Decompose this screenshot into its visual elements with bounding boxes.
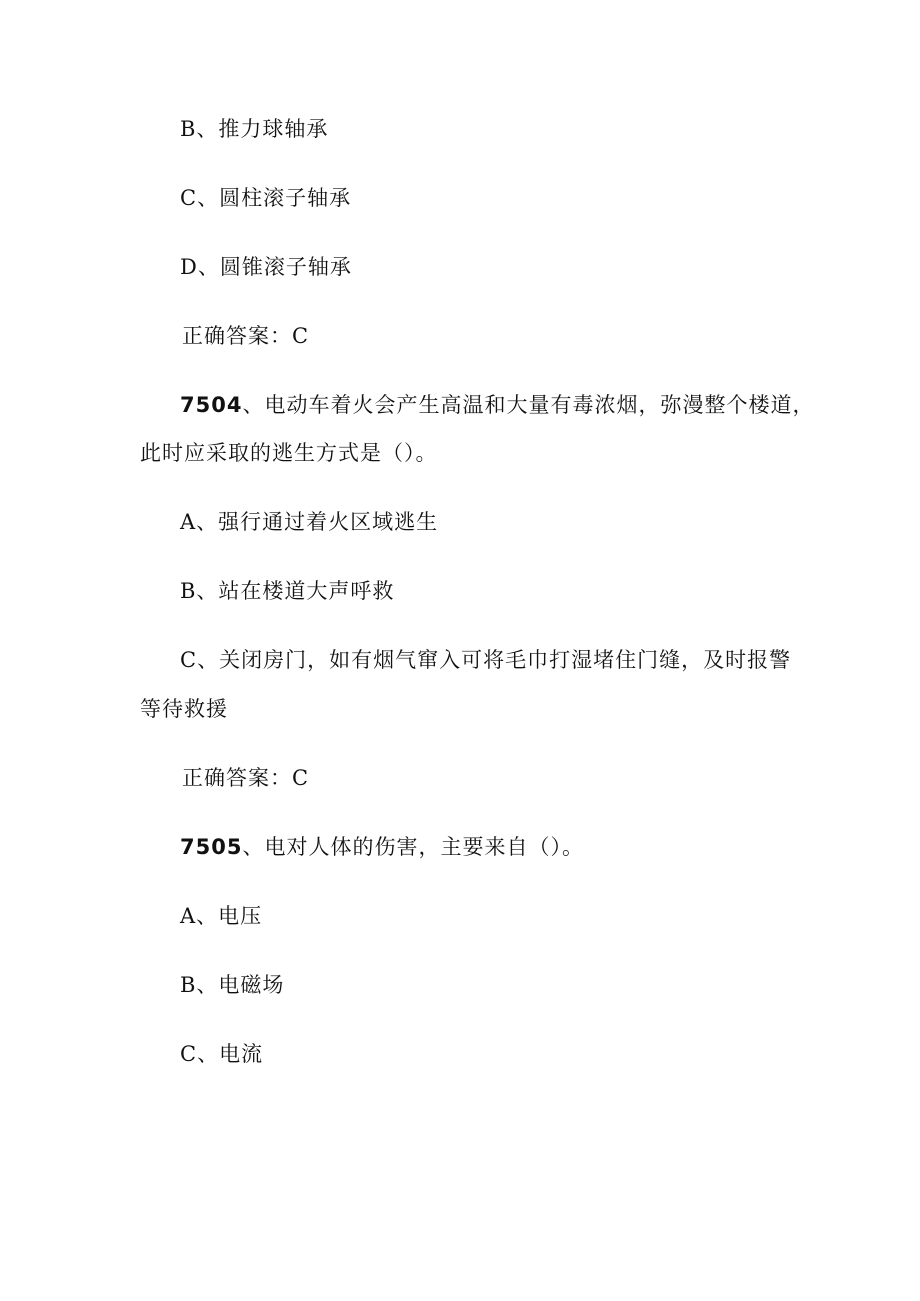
prev-answer: 正确答案：C: [182, 324, 310, 348]
q7504-stem-line1: [180, 390, 814, 420]
q7505-stem: [180, 832, 584, 862]
q7504-answer: 正确答案：C: [182, 766, 310, 790]
q7504-option-a: A、强行通过着火区域逃生: [180, 510, 439, 534]
q7504-option-c-line1: C、关闭房门，如有烟气窜入可将毛巾打湿堵住门缝，及时报警: [180, 648, 792, 672]
q7504-option-b: B、站在楼道大声呼救: [180, 579, 395, 603]
prev-option-c: C、圆柱滚子轴承: [180, 186, 352, 210]
q7505-number: 7505: [180, 835, 243, 859]
q7505-option-a: A、电压: [180, 904, 263, 928]
prev-option-b: B、推力球轴承: [180, 117, 329, 141]
q7504-number: 7504: [180, 393, 243, 417]
q7505-stem-text: 、电对人体的伤害，主要来自（）。: [242, 835, 584, 859]
q7505-option-c: C、电流: [180, 1042, 264, 1066]
q7504-stem-text: 、电动车着火会产生高温和大量有毒浓烟，弥漫整个楼道，: [242, 393, 815, 417]
prev-option-d: D、圆锥滚子轴承: [180, 255, 352, 279]
q7505-option-b: B、电磁场: [180, 973, 285, 997]
q7504-stem-line2: 此时应采取的逃生方式是（）。: [140, 441, 438, 465]
q7504-option-c-line2: 等待救援: [140, 697, 228, 721]
